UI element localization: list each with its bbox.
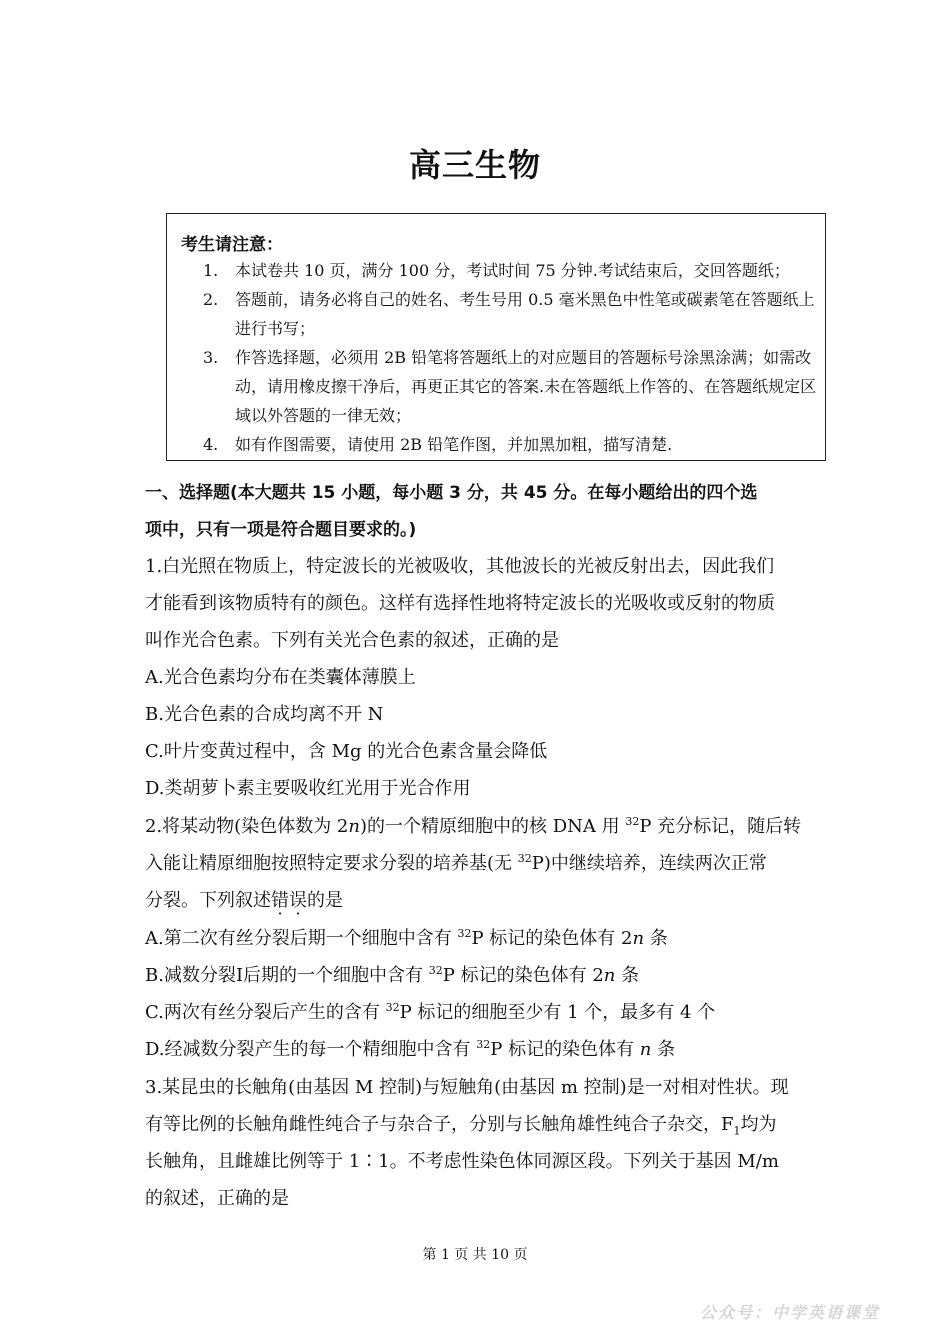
page-footer: 第 1 页 共 10 页: [422, 1247, 528, 1263]
notice-item: 1. 本试卷共 10 页，满分 100 分，考试时间 75 分钟.考试结束后，交回答题纸；: [203, 261, 790, 280]
notice-item: 2. 答题前，请务必将自己的姓名、考生号用 0.5 毫米黑色中性笔或碳素笔在答题纸上进行书写；: [203, 290, 815, 338]
emphasis-mark: 误: [289, 890, 307, 911]
page-title: 高三生物: [408, 146, 541, 184]
q1-stem-line1: 1.白光照在物质上，特定波长的光被吸收，其他波长的光被反射出去，因此我们: [145, 556, 775, 577]
q3-stem-line1: 3.某昆虫的长触角(由基因 M 控制)与短触角(由基因 m 控制)是一对相对性状。现: [145, 1077, 789, 1098]
emphasis-mark: 错: [271, 890, 289, 911]
q3-stem-line4: 的叙述，正确的是: [145, 1188, 289, 1209]
q3-stem-line3: 长触角，且雌雄比例等于 1∶1。不考虑性染色体同源区段。下列关于基因 M/m: [145, 1151, 779, 1172]
q2-option-d: D.经减数分裂产生的每一个精细胞中含有 $^{32}$P 标记的染色体有 n 条: [145, 1038, 676, 1060]
q2-option-c: C.两次有丝分裂后产生的含有 $^{32}$P 标记的细胞至少有 1 个，最多有 4 个: [145, 1001, 716, 1023]
q1-option-c: C.叶片变黄过程中，含 Mg 的光合色素含量会降低: [145, 741, 548, 762]
q1-option-a: A.光合色素均分布在类囊体薄膜上: [145, 667, 416, 688]
watermark: 公众号：中学英语课堂: [699, 1303, 880, 1322]
q1-stem-line3: 叫作光合色素。下列有关光合色素的叙述，正确的是: [145, 630, 559, 651]
notice-item: 3. 作答选择题，必须用 2B 铅笔将答题纸上的对应题目的答题标号涂黑涂满；如需改动，请用橡皮擦干净后，再更正其它的答案.未在答题纸上作答的、在答题纸规定区域以外答题的一律无效；: [203, 348, 817, 425]
notice-heading: 考生请注意：: [181, 235, 283, 255]
notice-item: 4. 如有作图需要，请使用 2B 铅笔作图，并加黑加粗，描写清楚.: [203, 435, 673, 454]
q1-option-d: D.类胡萝卜素主要吸收红光用于光合作用: [145, 778, 471, 799]
q1-stem-line2: 才能看到该物质特有的颜色。这样有选择性地将特定波长的光吸收或反射的物质: [145, 593, 775, 614]
section-heading-line2: 项中，只有一项是符合题目要求的。): [145, 520, 417, 540]
q2-stem-line3: 分裂。下列叙述错误的是: [145, 890, 343, 911]
q1-option-b: B.光合色素的合成均离不开 N: [145, 704, 384, 725]
section-heading-line1: 一、选择题(本大题共 15 小题，每小题 3 分，共 45 分。在每小题给出的四个选: [145, 483, 758, 503]
q2-stem-line2: 入能让精原细胞按照特定要求分裂的培养基(无 $^{32}$P)中继续培养，连续两次正常: [145, 852, 767, 874]
notice-box: [166, 213, 826, 461]
q2-stem-line1: 2.将某动物(染色体数为 2n)的一个精原细胞中的核 DNA 用 $^{32}$P 充分标记，随后转: [145, 815, 802, 837]
q2-option-a: A.第二次有丝分裂后期一个细胞中含有 $^{32}$P 标记的染色体有 2n 条: [145, 927, 668, 949]
q3-stem-line2: 有等比例的长触角雌性纯合子与杂合子，分别与长触角雄性纯合子杂交，$F_1$均为: [145, 1114, 777, 1138]
q2-option-b: B.减数分裂Ⅰ后期的一个细胞中含有 $^{32}$P 标记的染色体有 2n 条: [145, 964, 640, 986]
